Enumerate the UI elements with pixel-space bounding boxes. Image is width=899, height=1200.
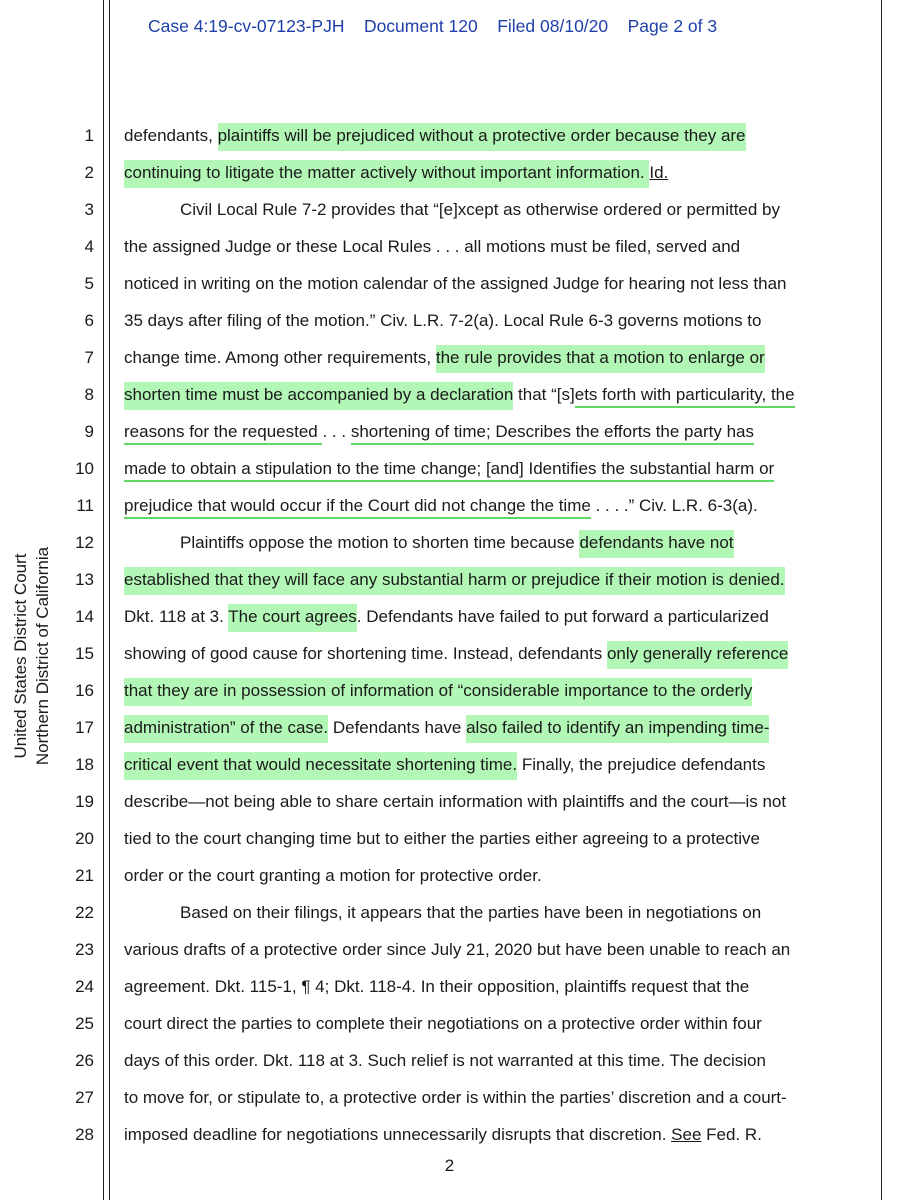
underlined-text: prejudice that would occur if the Court did not change the time bbox=[124, 496, 591, 519]
text-line bbox=[124, 857, 864, 894]
text-span: court direct the parties to complete their negotiations on a protective order within four bbox=[124, 1014, 762, 1033]
text-span: change time. Among other requirements, bbox=[124, 348, 436, 367]
court-side-caption-text bbox=[10, 547, 54, 765]
text-span: tied to the court changing time but to either the parties either agreeing to a protective bbox=[124, 829, 760, 848]
line-number: 19 bbox=[75, 792, 94, 811]
page-number: 2 bbox=[444, 1156, 455, 1175]
text-span: agreement. Dkt. 115-1, ¶ 4; Dkt. 118-4. In their opposition, plaintiffs request that the bbox=[124, 977, 750, 996]
line-number: 2 bbox=[84, 163, 94, 182]
page-indicator: Page 2 of 3 bbox=[627, 16, 718, 36]
text-span: Finally, the prejudice defendants bbox=[517, 755, 766, 774]
underlined-text: ets forth with particularity, the bbox=[575, 385, 795, 408]
line-number: 9 bbox=[84, 422, 94, 441]
text-span: various drafts of a protective order since July 21, 2020 but have been unable to reach an bbox=[124, 940, 791, 959]
line-number: 12 bbox=[75, 533, 94, 552]
line-numbers bbox=[60, 117, 94, 1153]
text-line bbox=[124, 783, 864, 820]
line-number: 15 bbox=[75, 644, 94, 663]
line-number: 28 bbox=[75, 1125, 94, 1144]
case-number: Case 4:19-cv-07123-PJH bbox=[148, 16, 345, 36]
line-number: 13 bbox=[75, 570, 94, 589]
underlined-text: Identifies the substantial harm or bbox=[529, 459, 775, 482]
text-span: defendants, bbox=[124, 126, 218, 145]
text-span: Civil Local Rule 7-2 provides that “[e]xcept as otherwise ordered or permitted by bbox=[180, 200, 781, 219]
text-line bbox=[124, 968, 864, 1005]
text-span: the assigned Judge or these Local Rules . . . all motions must be filed, served and bbox=[124, 237, 741, 256]
text-span: Fed. R. bbox=[701, 1125, 762, 1144]
text-span: . Defendants have failed to put forward a particularized bbox=[356, 607, 769, 626]
line-number: 24 bbox=[75, 977, 94, 996]
line-number: 7 bbox=[84, 348, 94, 367]
court-side-caption bbox=[10, 540, 54, 772]
case-header bbox=[148, 16, 717, 37]
line-number: 4 bbox=[84, 237, 94, 256]
text-span: days of this order. Dkt. 118 at 3. Such relief is not warranted at this time. The decision bbox=[124, 1051, 766, 1070]
line-number: 14 bbox=[75, 607, 94, 626]
text-line bbox=[124, 1005, 864, 1042]
text-line bbox=[124, 561, 864, 598]
text-line bbox=[124, 191, 864, 228]
text-line bbox=[124, 487, 864, 524]
citation-signal: See bbox=[671, 1125, 702, 1144]
highlighted-text: only generally reference bbox=[607, 641, 788, 669]
highlighted-text: continuing to litigate the matter actively without important information. bbox=[124, 160, 649, 188]
text-line bbox=[124, 117, 864, 154]
text-span: that “[s] bbox=[513, 385, 575, 404]
left-margin-rule bbox=[103, 0, 104, 1200]
text-line bbox=[124, 154, 864, 191]
line-number: 10 bbox=[75, 459, 94, 478]
line-number: 11 bbox=[76, 496, 94, 515]
highlighted-text: administration” of the case. bbox=[124, 715, 328, 743]
text-line bbox=[124, 635, 864, 672]
text-span: order or the court granting a motion for protective order. bbox=[124, 866, 542, 885]
highlighted-text: defendants have not bbox=[579, 530, 733, 558]
text-span: Defendants have bbox=[328, 718, 467, 737]
text-span: describe—not being able to share certain information with plaintiffs and the court—is not bbox=[124, 792, 787, 811]
text-line bbox=[124, 709, 864, 746]
text-line bbox=[124, 450, 864, 487]
highlighted-text: plaintiffs will be prejudiced without a protective order because they are bbox=[218, 123, 746, 151]
line-number: 20 bbox=[75, 829, 94, 848]
line-number: 27 bbox=[75, 1088, 94, 1107]
text-span: Based on their filings, it appears that the parties have been in negotiations on bbox=[180, 903, 762, 922]
highlighted-text: established that they will face any substantial harm or prejudice if their motion is denied. bbox=[124, 567, 785, 595]
highlighted-text: also failed to identify an impending time- bbox=[466, 715, 769, 743]
highlighted-text: critical event that would necessitate shortening time. bbox=[124, 752, 517, 780]
underlined-text: shortening of time; Describes the efforts the party has bbox=[351, 422, 754, 445]
text-line bbox=[124, 524, 864, 561]
text-span: . . . .” Civ. L.R. 6-3(a). bbox=[590, 496, 758, 515]
text-line bbox=[124, 339, 864, 376]
text-line bbox=[124, 931, 864, 968]
right-margin-rule bbox=[881, 0, 882, 1200]
left-margin-rule-inner bbox=[109, 0, 110, 1200]
text-line bbox=[124, 302, 864, 339]
text-line bbox=[124, 672, 864, 709]
line-number: 17 bbox=[75, 718, 94, 737]
line-number: 1 bbox=[84, 126, 94, 145]
citation-id: Id. bbox=[649, 163, 669, 182]
text-line bbox=[124, 820, 864, 857]
line-number: 6 bbox=[84, 311, 94, 330]
document-number: Document 120 bbox=[363, 16, 478, 36]
text-line bbox=[124, 746, 864, 783]
text-span: to move for, or stipulate to, a protective order is within the parties’ discretion and a court- bbox=[124, 1088, 787, 1107]
line-number: 23 bbox=[75, 940, 94, 959]
text-line bbox=[124, 376, 864, 413]
text-line bbox=[124, 1079, 864, 1116]
text-span: Plaintiffs oppose the motion to shorten time because bbox=[180, 533, 580, 552]
text-span: noticed in writing on the motion calendar of the assigned Judge for hearing not less than bbox=[124, 274, 787, 293]
line-number: 26 bbox=[75, 1051, 94, 1070]
underlined-text: reasons for the requested bbox=[124, 422, 322, 445]
filed-date: Filed 08/10/20 bbox=[497, 16, 609, 36]
text-line bbox=[124, 894, 864, 931]
line-number: 18 bbox=[75, 755, 94, 774]
text-line bbox=[124, 1116, 864, 1153]
text-span: 35 days after filing of the motion.” Civ. L.R. 7-2(a). Local Rule 6-3 governs motions to bbox=[124, 311, 762, 330]
text-span: Dkt. 118 at 3. bbox=[124, 607, 229, 626]
text-line bbox=[124, 598, 864, 635]
text-line bbox=[124, 1042, 864, 1079]
line-number: 25 bbox=[75, 1014, 94, 1033]
text-span: imposed deadline for negotiations unnecessarily disrupts that discretion. bbox=[124, 1125, 672, 1144]
highlighted-text: the rule provides that a motion to enlarge or bbox=[436, 345, 765, 373]
text-line bbox=[124, 265, 864, 302]
court-name: United States District Court bbox=[11, 553, 30, 759]
text-span: . . . bbox=[322, 422, 351, 441]
line-number: 8 bbox=[84, 385, 94, 404]
highlighted-text: shorten time must be accompanied by a declaration bbox=[124, 382, 513, 410]
line-number: 16 bbox=[75, 681, 94, 700]
underlined-text: made to obtain a stipulation to the time change; [and] bbox=[124, 459, 529, 482]
line-number: 21 bbox=[75, 866, 94, 885]
line-number: 5 bbox=[84, 274, 94, 293]
text-span: showing of good cause for shortening time. Instead, defendants bbox=[124, 644, 607, 663]
line-number: 3 bbox=[84, 200, 94, 219]
court-district: Northern District of California bbox=[33, 546, 52, 766]
text-line bbox=[124, 413, 864, 450]
line-number: 22 bbox=[75, 903, 94, 922]
highlighted-text: that they are in possession of information of “considerable importance to the orderly bbox=[124, 678, 752, 706]
highlighted-text: The court agrees bbox=[228, 604, 357, 632]
text-line bbox=[124, 228, 864, 265]
document-body bbox=[124, 117, 864, 1153]
